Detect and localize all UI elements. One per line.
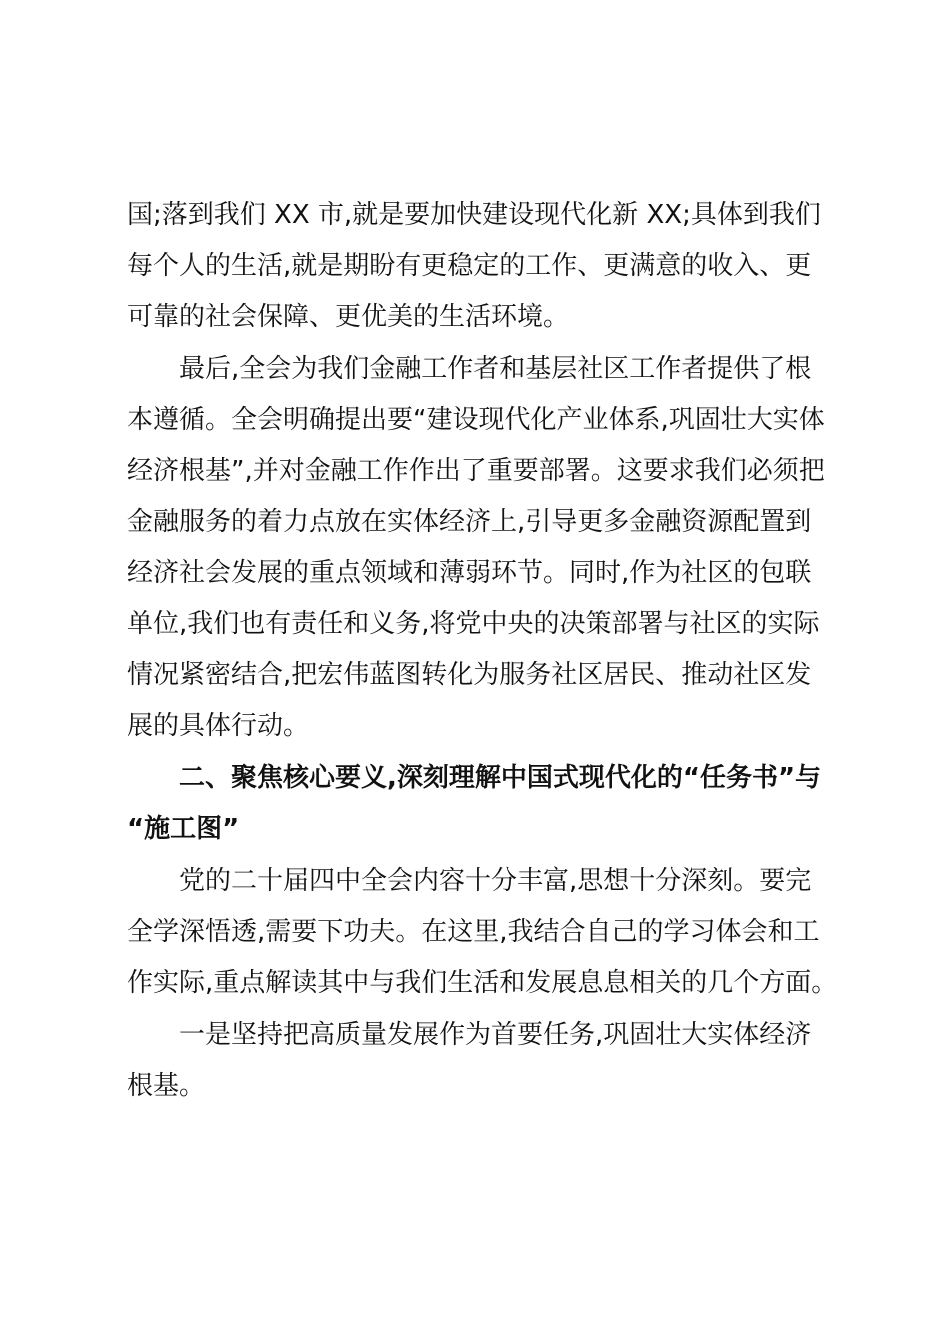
document-body <box>127 190 838 1112</box>
section-heading <box>127 753 822 855</box>
text-line: 单位,我们也有责任和义务,将党中央的决策部署与社区的实际 <box>127 609 820 639</box>
text-line: 最后,全会为我们金融工作者和基层社区工作者提供了根 <box>179 354 812 384</box>
text-line: 经济根基”,并对金融工作作出了重要部署。这要求我们必须把 <box>127 456 825 486</box>
text-line: 经济社会发展的重点领域和薄弱环节。同时,作为社区的包联 <box>127 558 812 588</box>
text-line: 根基。 <box>127 1071 206 1101</box>
text-line: 全学深悟透,需要下功夫。在这里,我结合自己的学习体会和工 <box>127 917 820 947</box>
text-line: 本遵循。全会明确提出要“建设现代化产业体系,巩固壮大实体 <box>127 405 825 435</box>
heading-line: “施工图” <box>127 814 240 844</box>
text-line: 可靠的社会保障、更优美的生活环境。 <box>127 302 570 332</box>
text-line: 金融服务的着力点放在实体经济上,引导更多金融资源配置到 <box>127 507 812 537</box>
text-line: 展的具体行动。 <box>127 711 310 741</box>
text-line: 党的二十届四中全会内容十分丰富,思想十分深刻。要完 <box>179 866 812 896</box>
paragraph-plenum <box>127 856 838 1009</box>
text-line: 国;落到我们 XX 市,就是要加快建设现代化新 XX;具体到我们 <box>127 200 821 230</box>
text-line: 作实际,重点解读其中与我们生活和发展息息相关的几个方面。 <box>127 968 838 998</box>
heading-line: 二、聚焦核心要义,深刻理解中国式现代化的“任务书”与 <box>179 763 822 793</box>
text-line: 一是坚持把高质量发展作为首要任务,巩固壮大实体经济 <box>179 1020 812 1050</box>
paragraph-finally <box>127 344 825 752</box>
text-line: 情况紧密结合,把宏伟蓝图转化为服务社区居民、推动社区发 <box>127 660 812 690</box>
text-line: 每个人的生活,就是期盼有更稳定的工作、更满意的收入、更 <box>127 251 812 281</box>
paragraph-point-one <box>127 1010 812 1112</box>
paragraph-continuation <box>127 190 821 343</box>
